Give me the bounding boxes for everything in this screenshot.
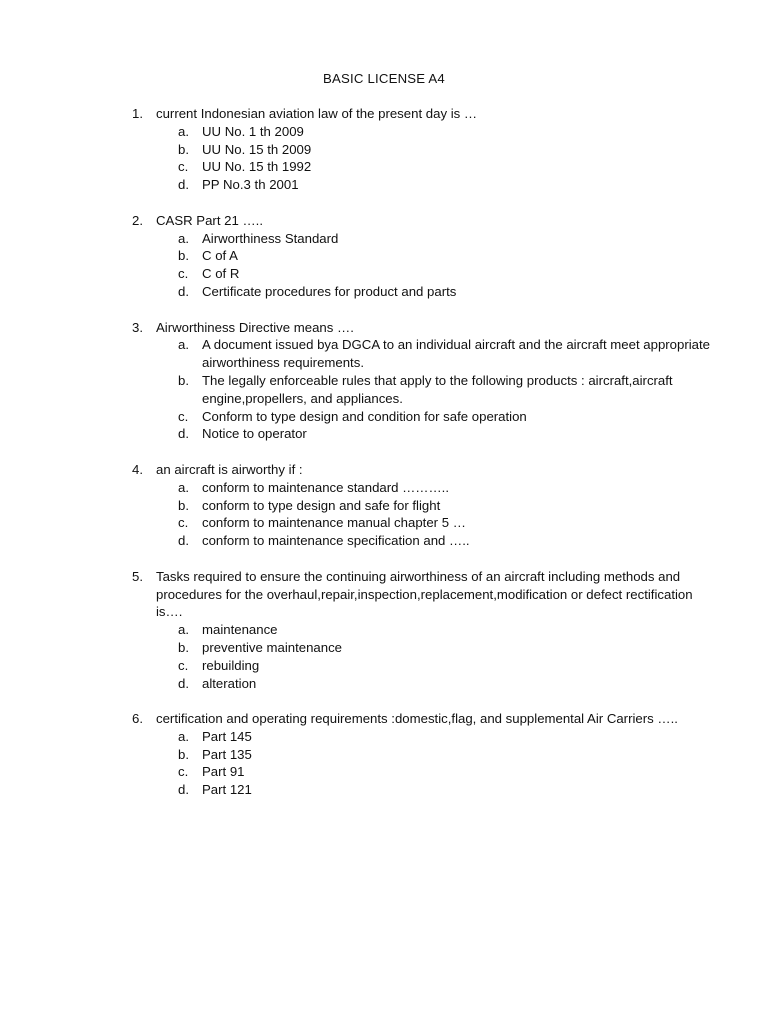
option-letter: c. [178, 657, 189, 673]
question-item [132, 212, 712, 301]
option-letter: c. [178, 764, 189, 780]
option-text: conform to maintenance specification and ….. [202, 533, 470, 549]
option-letter: d. [178, 533, 189, 549]
option-item [178, 283, 712, 301]
option-list [132, 479, 712, 550]
option-item [178, 497, 712, 515]
option-letter: b. [178, 372, 189, 388]
option-text: UU No. 1 th 2009 [202, 123, 304, 139]
option-letter: d. [178, 283, 189, 299]
option-list [132, 728, 712, 799]
option-text: Part 135 [202, 746, 252, 762]
option-list [132, 230, 712, 301]
option-letter: c. [178, 408, 189, 424]
option-text: alteration [202, 675, 257, 691]
question-item [132, 319, 712, 444]
question-number: 5. [132, 568, 143, 584]
option-text: Conform to type design and condition for safe operation [202, 408, 527, 424]
option-text: Certificate procedures for product and parts [202, 283, 457, 299]
question-row [132, 461, 712, 479]
question-text: Tasks required to ensure the continuing airworthiness of an aircraft including methods and procedures for the overhaul,repair,inspection,replacement,modification or defect rectification is…. [156, 568, 693, 620]
question-row [132, 319, 712, 337]
option-text: The legally enforceable rules that apply to the following products : aircraft,aircraft engine,propellers, and appliances. [202, 372, 673, 406]
option-item [178, 176, 712, 194]
question-number: 2. [132, 212, 143, 228]
option-letter: a. [178, 479, 189, 495]
option-item [178, 372, 712, 408]
option-text: C of A [202, 248, 238, 264]
question-text: CASR Part 21 ….. [156, 212, 264, 228]
option-text: maintenance [202, 622, 278, 638]
option-text: conform to maintenance standard ……….. [202, 479, 450, 495]
option-item [178, 657, 712, 675]
question-item [132, 710, 712, 799]
question-text: an aircraft is airworthy if : [156, 461, 303, 477]
option-item [178, 728, 712, 746]
option-item [178, 336, 712, 372]
question-item [132, 568, 712, 693]
option-item [178, 247, 712, 265]
option-item [178, 514, 712, 532]
option-letter: a. [178, 337, 189, 353]
option-text: preventive maintenance [202, 639, 343, 655]
question-list [132, 105, 712, 817]
question-row [132, 568, 712, 621]
option-item [178, 781, 712, 799]
question-number: 1. [132, 106, 143, 121]
question-number: 4. [132, 461, 143, 477]
document-title: BASIC LICENSE A4 [323, 71, 445, 86]
option-letter: b. [178, 639, 189, 655]
option-item [178, 123, 712, 141]
option-letter: a. [178, 123, 189, 139]
option-letter: b. [178, 746, 189, 762]
question-text: current Indonesian aviation law of the present day is … [156, 106, 478, 121]
option-item [178, 746, 712, 764]
option-item [178, 408, 712, 426]
option-text: conform to maintenance manual chapter 5 … [202, 515, 466, 531]
question-item [132, 461, 712, 550]
question-number: 6. [132, 711, 143, 727]
option-list [132, 621, 712, 692]
question-row [132, 710, 712, 728]
option-list [132, 336, 712, 443]
option-text: UU No. 15 th 1992 [202, 159, 312, 175]
question-text: certification and operating requirements :domestic,flag, and supplemental Air Carriers ….. [156, 711, 678, 727]
option-letter: c. [178, 266, 189, 282]
option-item [178, 479, 712, 497]
option-item [178, 532, 712, 550]
option-letter: d. [178, 177, 189, 193]
option-text: Part 145 [202, 728, 252, 744]
option-item [178, 425, 712, 443]
option-text: Part 121 [202, 782, 252, 798]
option-item [178, 158, 712, 176]
option-text: rebuilding [202, 657, 260, 673]
option-item [178, 141, 712, 159]
option-letter: b. [178, 141, 189, 157]
option-letter: d. [178, 782, 189, 798]
question-text: Airworthiness Directive means …. [156, 319, 354, 335]
option-item [178, 763, 712, 781]
option-text: PP No.3 th 2001 [202, 177, 299, 193]
option-letter: a. [178, 622, 189, 638]
question-number: 3. [132, 319, 143, 335]
option-list [132, 123, 712, 194]
question-item [132, 105, 712, 194]
option-item [178, 621, 712, 639]
option-item [178, 265, 712, 283]
option-letter: b. [178, 248, 189, 264]
option-letter: d. [178, 675, 189, 691]
option-item [178, 230, 712, 248]
question-row [132, 105, 712, 123]
option-item [178, 675, 712, 693]
option-text: A document issued bya DGCA to an individual aircraft and the aircraft meet appropriate airworthiness requirements. [202, 337, 710, 371]
option-text: UU No. 15 th 2009 [202, 141, 312, 157]
question-row [132, 212, 712, 230]
option-text: C of R [202, 266, 240, 282]
option-text: conform to type design and safe for flight [202, 497, 441, 513]
option-item [178, 639, 712, 657]
option-letter: c. [178, 515, 189, 531]
option-letter: b. [178, 497, 189, 513]
option-letter: d. [178, 426, 189, 442]
option-letter: c. [178, 159, 189, 175]
option-letter: a. [178, 230, 189, 246]
option-text: Part 91 [202, 764, 245, 780]
option-letter: a. [178, 728, 189, 744]
option-text: Airworthiness Standard [202, 230, 339, 246]
option-text: Notice to operator [202, 426, 307, 442]
